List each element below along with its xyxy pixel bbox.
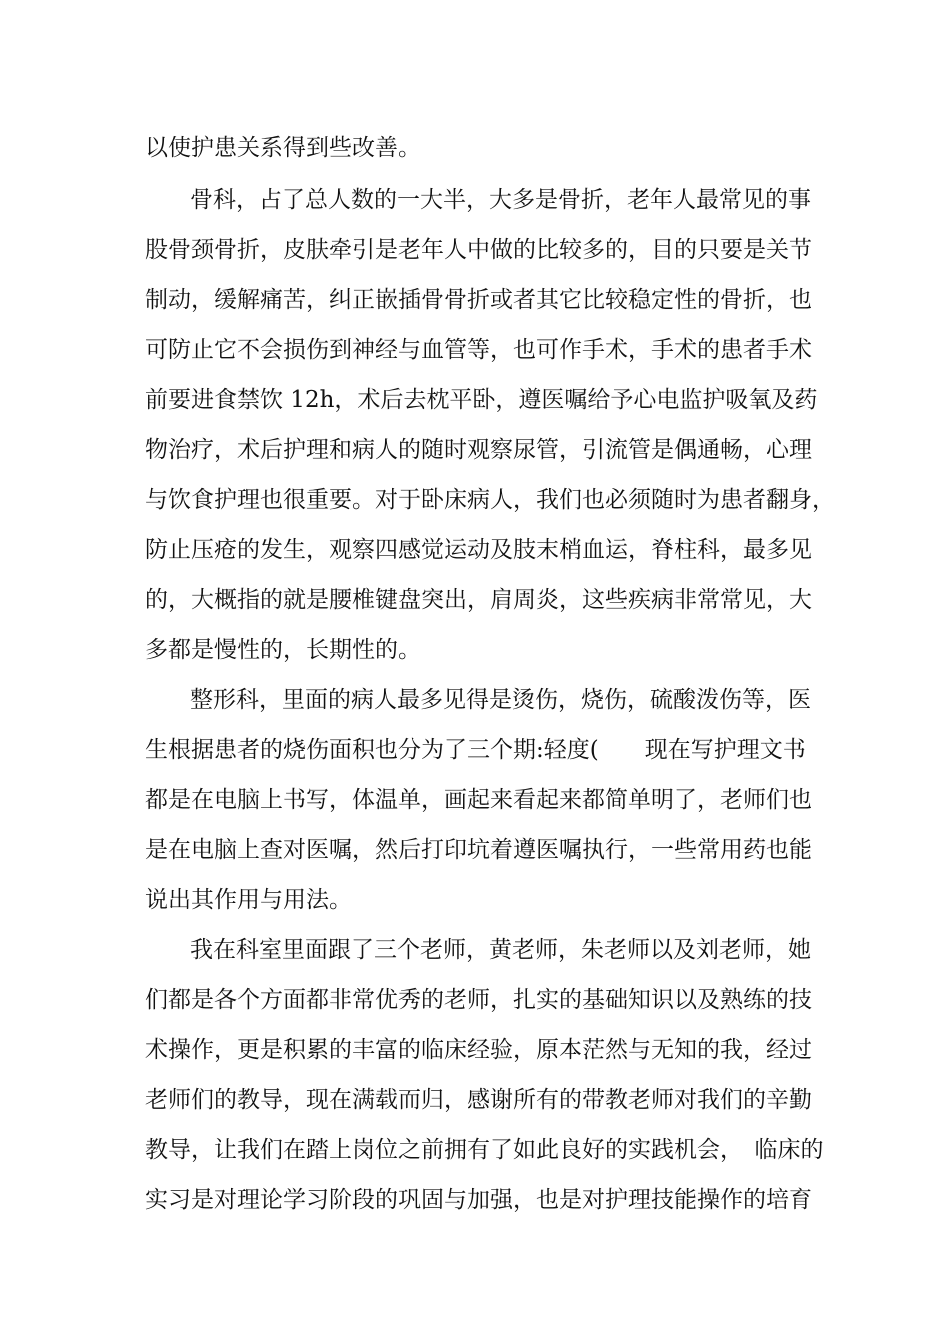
text-line: 的，大概指的就是腰椎键盘突出，肩周炎，这些疾病非常常见，大 [145, 587, 812, 613]
text-line: 教导，让我们在踏上岗位之前拥有了如此良好的实践机会， 临床的 [145, 1137, 824, 1163]
text-line: 生根据患者的烧伤面积也分为了三个期:轻度( 现在写护理文书 [145, 737, 806, 763]
text-line: 与饮食护理也很重要。对于卧床病人，我们也必须随时为患者翻身， [145, 487, 835, 513]
text-line: 老师们的教导，现在满载而归，感谢所有的带教老师对我们的辛勤 [145, 1087, 812, 1113]
text-line: 骨科，占了总人数的一大半，大多是骨折，老年人最常见的事 [190, 187, 811, 213]
text-line: 以使护患关系得到些改善。 [145, 135, 421, 161]
text-line: 实习是对理论学习阶段的巩固与加强，也是对护理技能操作的培育 [145, 1187, 812, 1213]
text-line: 物治疗，术后护理和病人的随时观察尿管，引流管是偶通畅，心理 [145, 437, 812, 463]
text-line: 制动，缓解痛苦，纠正嵌插骨骨折或者其它比较稳定性的骨折，也 [145, 287, 812, 313]
text-line: 整形科，里面的病人最多见得是烫伤，烧伤，硫酸泼伤等，医 [190, 687, 811, 713]
text-line: 前要进食禁饮 12h，术后去枕平卧，遵医嘱给予心电监护吸氧及药 [145, 387, 818, 413]
text-line: 可防止它不会损伤到神经与血管等，也可作手术，手术的患者手术 [145, 337, 812, 363]
text-line: 说出其作用与用法。 [145, 887, 352, 913]
text-line: 们都是各个方面都非常优秀的老师，扎实的基础知识以及熟练的技 [145, 987, 812, 1013]
text-line: 我在科室里面跟了三个老师，黄老师，朱老师以及刘老师，她 [190, 937, 811, 963]
text-line: 都是在电脑上书写，体温单，画起来看起来都简单明了，老师们也 [145, 787, 812, 813]
text-line: 股骨颈骨折，皮肤牵引是老年人中做的比较多的，目的只要是关节 [145, 237, 812, 263]
text-line: 多都是慢性的，长期性的。 [145, 637, 421, 663]
text-line: 术操作，更是积累的丰富的临床经验，原本茫然与无知的我，经过 [145, 1037, 812, 1063]
text-line: 防止压疮的发生，观察四感觉运动及肢末梢血运，脊柱科，最多见 [145, 537, 812, 563]
text-line: 是在电脑上查对医嘱，然后打印坑着遵医嘱执行，一些常用药也能 [145, 837, 812, 863]
